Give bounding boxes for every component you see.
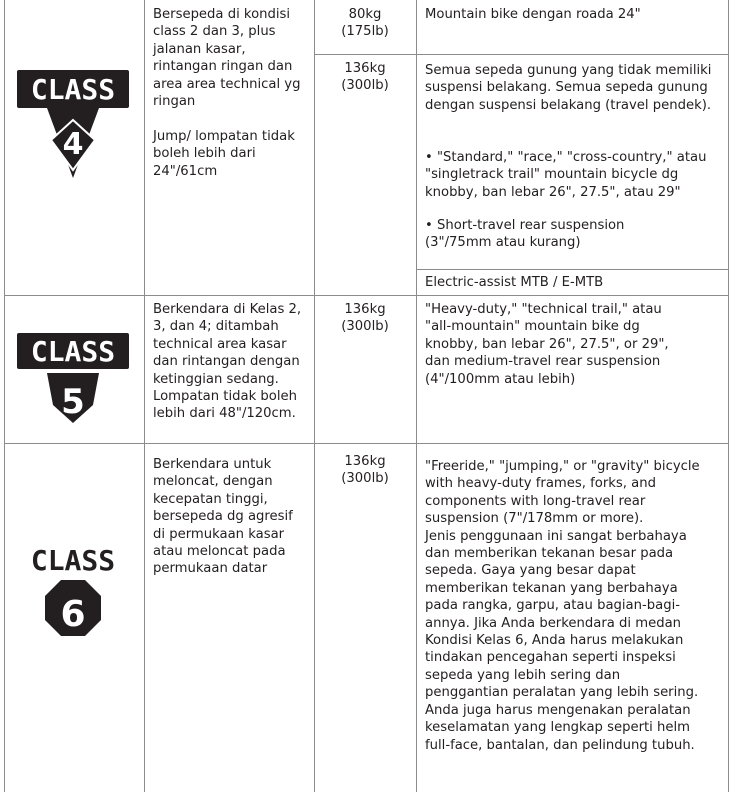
row-divider <box>416 269 728 270</box>
bike-description-footer: Electric-assist MTB / E-MTB <box>425 275 604 290</box>
bike-description-extra: • Short-travel rear suspension (3"/75mm atau kurang) <box>425 218 625 251</box>
bike-description: Mountain bike dengan roada 24" <box>425 7 641 22</box>
class-4-badge <box>17 70 129 178</box>
bike-description: Semua sepeda gunung yang tidak memiliki suspensi belakang. Semua sepeda gunung dengan suspensi belakang (travel pendek). • "Standard," "race," "cross-country," atau "singletrack trail" mountain bicycle dg knobby, ban lebar 26", 27.5", atau 29" <box>425 63 712 200</box>
badge-numeral: 4 <box>62 127 84 162</box>
row-divider <box>314 54 728 55</box>
column-divider <box>416 0 417 792</box>
column-divider <box>314 0 315 792</box>
column-divider <box>144 0 145 792</box>
badge-word: CLASS <box>30 544 116 577</box>
row-divider <box>4 443 728 444</box>
bike-description: "Heavy-duty," "technical trail," atau "all-mountain" mountain bike dg knobby, ban lebar 26", 27.5", or 29", dan medium-travel rear suspension (4"/100mm atau lebih) <box>425 302 669 387</box>
class-6-badge <box>17 542 129 636</box>
table-border-right <box>728 0 729 792</box>
row-divider <box>4 295 728 296</box>
bike-description: "Freeride," "jumping," or "gravity" bicycle with heavy-duty frames, forks, and components with long-travel rear suspension (7"/178mm or more). Jenis penggunaan ini sangat berbahaya dan memberikan tekanan besar pada sepeda. Gaya yang besar dapat memberikan tekanan yang berbahaya pada rangka, garpu, atau bagian-bagi- annya. Jika Anda berkendara di medan Kondisi Kelas 6, Anda harus melakukan tindakan pencegahan seperti inspeksi sepeda yang lebih sering dan penggantian peralatan yang lebih sering. Anda juga harus mengenakan peralatan keselamatan yang lengkap seperti helm full-face, bantalan, dan pelindung tubuh. <box>425 459 700 753</box>
badge-numeral: 6 <box>60 594 86 635</box>
weight-limit: 80kg (175lb) <box>341 7 389 40</box>
condition-class-5: Berkendara di Kelas 2, 3, dan 4; ditambah technical area kasar dan rintangan dengan ketinggian sedang. Lompatan tidak boleh lebih dari 48"/120cm. <box>153 302 302 422</box>
weight-limit: 136kg (300lb) <box>341 302 389 335</box>
weight-limit: 136kg (300lb) <box>341 61 389 94</box>
table-border-left <box>4 0 5 792</box>
badge-word: CLASS <box>30 73 116 106</box>
condition-class-6: Berkendara untuk meloncat, dengan kecepatan tinggi, bersepeda dg agresif di permukaan kasar atau meloncat pada permukaan datar <box>153 457 293 577</box>
class-5-badge <box>17 333 129 423</box>
badge-word: CLASS <box>30 335 116 368</box>
weight-limit: 136kg (300lb) <box>341 454 389 487</box>
badge-numeral: 5 <box>61 382 85 422</box>
condition-class-4: Bersepeda di kondisi class 2 dan 3, plus jalanan kasar, rintangan ringan dan area area technical yg ringan Jump/ lompatan tidak boleh lebih dari 24"/61cm <box>153 7 301 179</box>
